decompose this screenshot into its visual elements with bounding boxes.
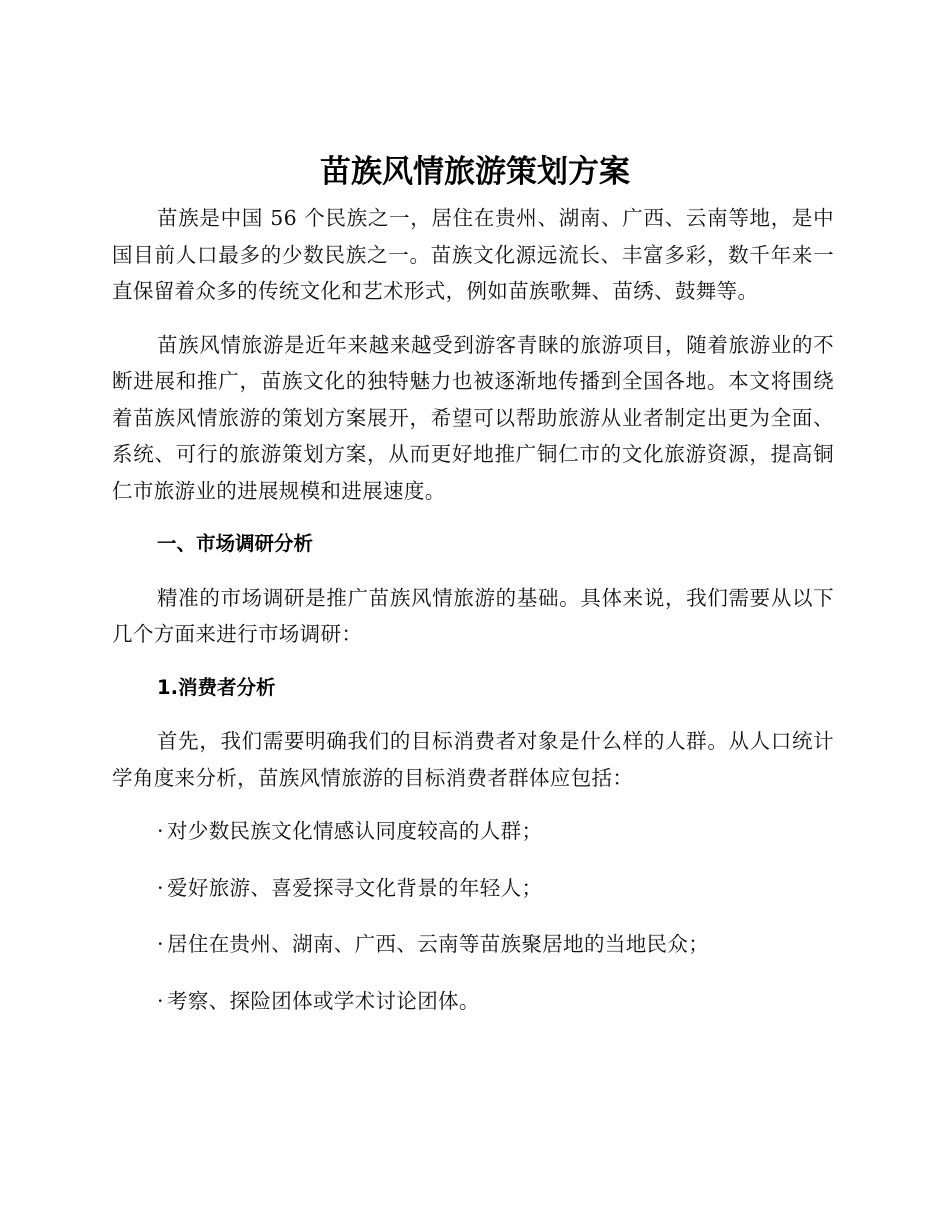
list-item-text: 居住在贵州、湖南、广西、云南等苗族聚居地的当地民众； <box>167 932 710 956</box>
document-title: 苗族风情旅游策划方案 <box>320 154 630 190</box>
list-item <box>112 870 834 907</box>
list-item <box>112 926 834 963</box>
document-body <box>112 200 834 1039</box>
list-item-text: 考察、探险团体或学术讨论团体。 <box>167 988 480 1013</box>
bullet-mark: · <box>157 875 164 900</box>
list-item-text: 对少数民族文化情感认同度较高的人群； <box>167 819 543 843</box>
intro-paragraph-2: 苗族风情旅游是近年来越来越受到游客青睐的旅游项目，随着旅游业的不断进展和推广，苗族文化的独特魅力也被逐渐地传播到全国各地。本文将围绕着苗族风情旅游的策划方案展开，希望可以帮助旅游从业者制定出更为全面、系统、可行的旅游策划方案，从而更好地推广铜仁市的文化旅游资源，提高铜仁市旅游业的进展规模和进展速度。 <box>112 332 834 503</box>
bullet-mark: · <box>157 819 164 843</box>
bullet-mark: · <box>157 932 164 956</box>
list-item <box>112 813 834 850</box>
list-item-text: 爱好旅游、喜爱探寻文化背景的年轻人； <box>167 875 543 900</box>
subsection-heading-consumer-analysis: 1.消费者分析 <box>157 675 276 699</box>
section-paragraph-market-research: 精准的市场调研是推广苗族风情旅游的基础。具体来说，我们需要从以下几个方面来进行市场调研： <box>112 585 834 646</box>
list-item <box>112 983 834 1020</box>
section-heading-market-research: 一、市场调研分析 <box>157 532 314 555</box>
subsection-paragraph-consumer-analysis: 首先，我们需要明确我们的目标消费者对象是什么样的人群。从人口统计学角度来分析，苗族风情旅游的目标消费者群体应包括： <box>112 729 834 790</box>
bullet-mark: · <box>157 988 164 1013</box>
intro-paragraph-1: 苗族是中国 56 个民族之一，居住在贵州、湖南、广西、云南等地，是中国目前人口最多的少数民族之一。苗族文化源远流长、丰富多彩，数千年来一直保留着众多的传统文化和艺术形式，例如苗族歌舞、苗绣、鼓舞等。 <box>112 206 834 303</box>
